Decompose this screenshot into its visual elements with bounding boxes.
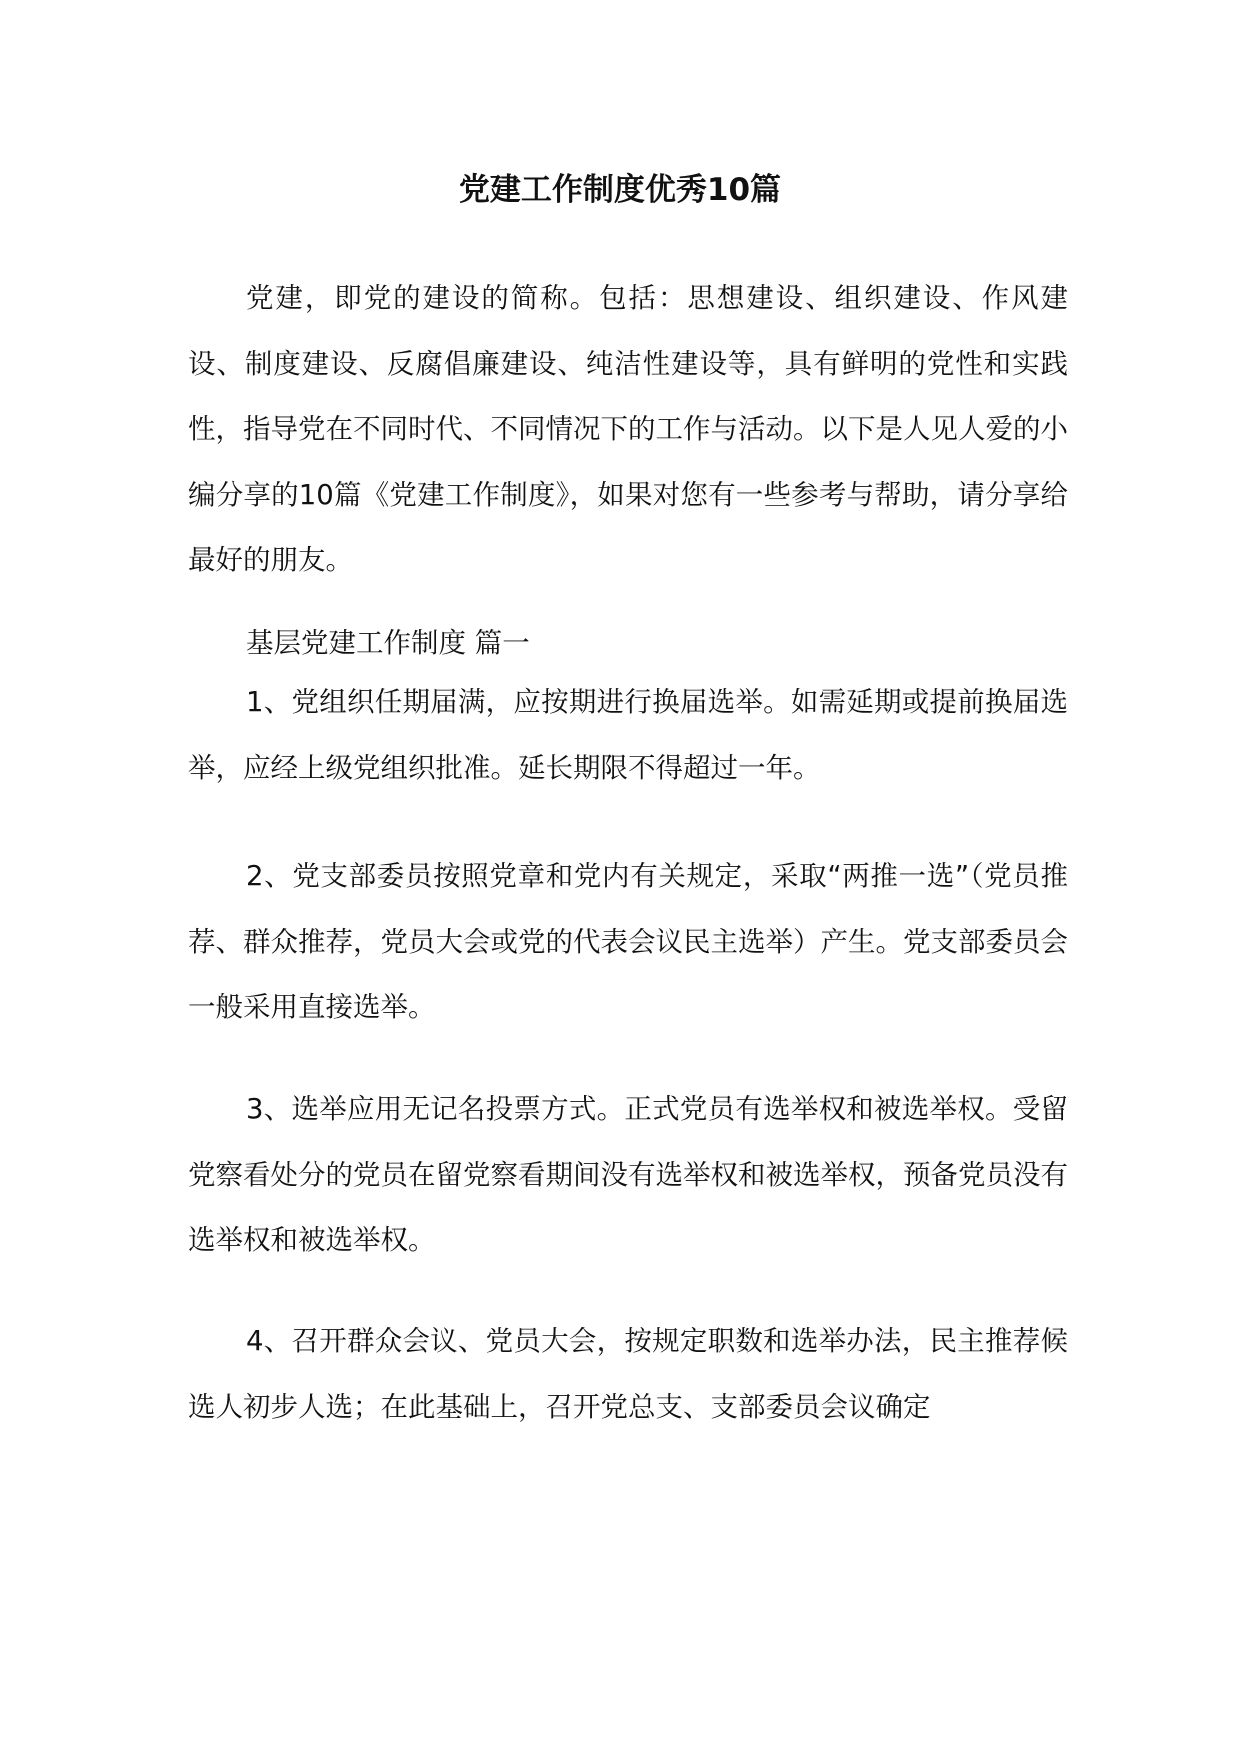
intro-paragraph: 党建，即党的建设的简称。包括：思想建设、组织建设、作风建设、制度建设、反腐倡廉建设、纯洁性建设等，具有鲜明的党性和实践性，指导党在不同时代、不同情况下的工作与活动。以下是人见人爱的小编分享的10篇《党建工作制度》，如果对您有一些参考与帮助，请分享给最好的朋友。 xyxy=(188,282,1068,576)
list-item-4: 4、召开群众会议、党员大会，按规定职数和选举办法，民主推荐候选人初步人选；在此基础上，召开党总支、支部委员会议确定 xyxy=(188,1325,1068,1423)
list-item-3: 3、选举应用无记名投票方式。正式党员有选举权和被选举权。受留党察看处分的党员在留党察看期间没有选举权和被选举权，预备党员没有选举权和被选举权。 xyxy=(188,1093,1068,1256)
section-heading: 基层党建工作制度 篇一 xyxy=(246,627,530,659)
document-title: 党建工作制度优秀10篇 xyxy=(458,172,782,208)
list-item-2: 2、党支部委员按照党章和党内有关规定，采取“两推一选”（党员推荐、群众推荐，党员大会或党的代表会议民主选举）产生。党支部委员会一般采用直接选举。 xyxy=(188,860,1068,1023)
list-item-1: 1、党组织任期届满，应按期进行换届选举。如需延期或提前换届选举，应经上级党组织批准。延长期限不得超过一年。 xyxy=(188,686,1068,784)
